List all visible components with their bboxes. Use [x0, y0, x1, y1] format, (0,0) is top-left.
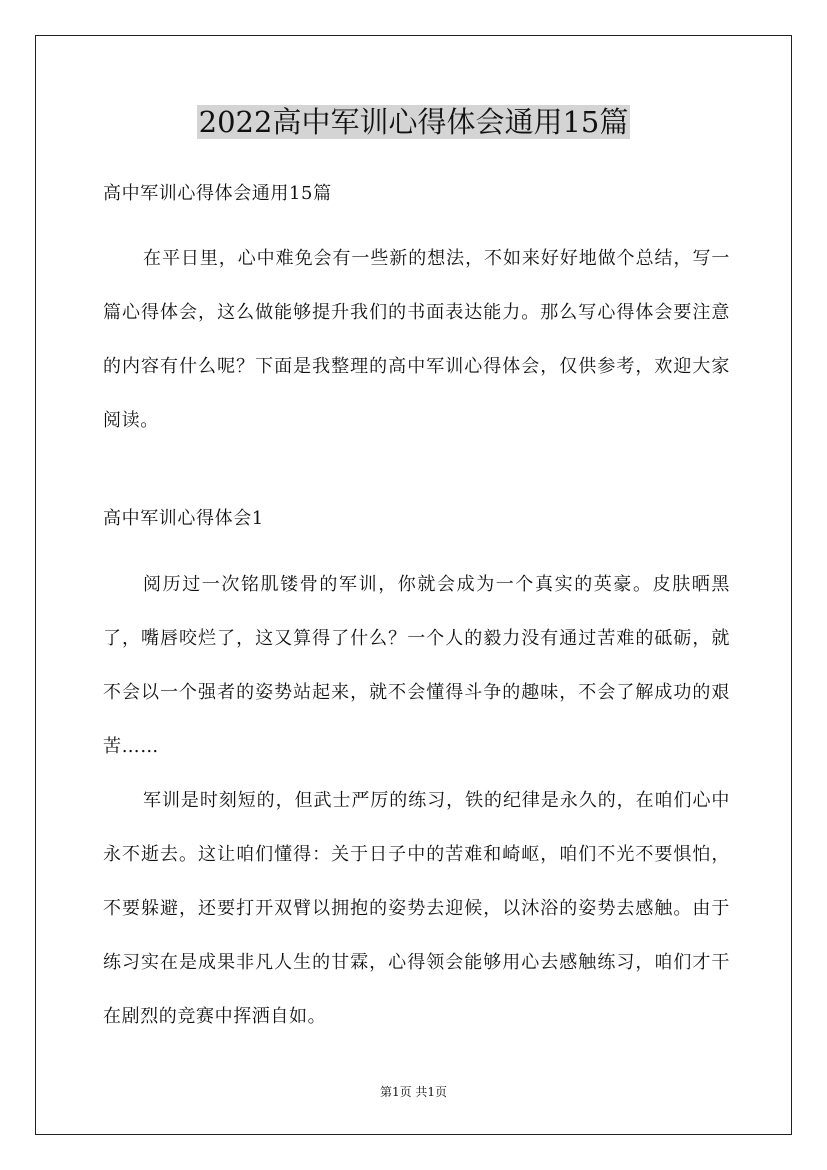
intro-paragraph: 在平日里，心中难免会有一些新的想法，不如来好好地做个总结，写一篇心得体会，这么做能够提升我们的书面表达能力。那么写心得体会要注意的内容有什么呢？下面是我整理的高中军训心得体会，仅供参考，欢迎大家阅读。	[103, 248, 730, 431]
document-subtitle: 高中军训心得体会通用15篇	[103, 183, 332, 204]
section-heading: 高中军训心得体会1	[103, 508, 264, 529]
document-title-text: 2022高中军训心得体会通用15篇	[198, 105, 629, 139]
body-paragraph: 军训是时刻短的，但武士严厉的练习，铁的纪律是永久的，在咱们心中永不逝去。这让咱们懂得：关于日子中的苦难和崎岖，咱们不光不要惧怕，不要躲避，还要打开双臂以拥抱的姿势去迎候，以沐浴的姿势去感触。由于练习实在是成果非凡人生的甘霖，心得领会能够用心去感触练习，咱们才干在剧烈的竞赛中挥洒自如。	[103, 790, 730, 1027]
document-title	[0, 100, 827, 144]
page-number-footer: 第1页 共1页	[379, 1085, 448, 1099]
body-paragraph: 阅历过一次铭肌镂骨的军训，你就会成为一个真实的英豪。皮肤晒黑了，嘴唇咬烂了，这又算得了什么？一个人的毅力没有通过苦难的砥砺，就不会以一个强者的姿势站起来，就不会懂得斗争的趣味，不会了解成功的艰苦……	[103, 574, 730, 757]
